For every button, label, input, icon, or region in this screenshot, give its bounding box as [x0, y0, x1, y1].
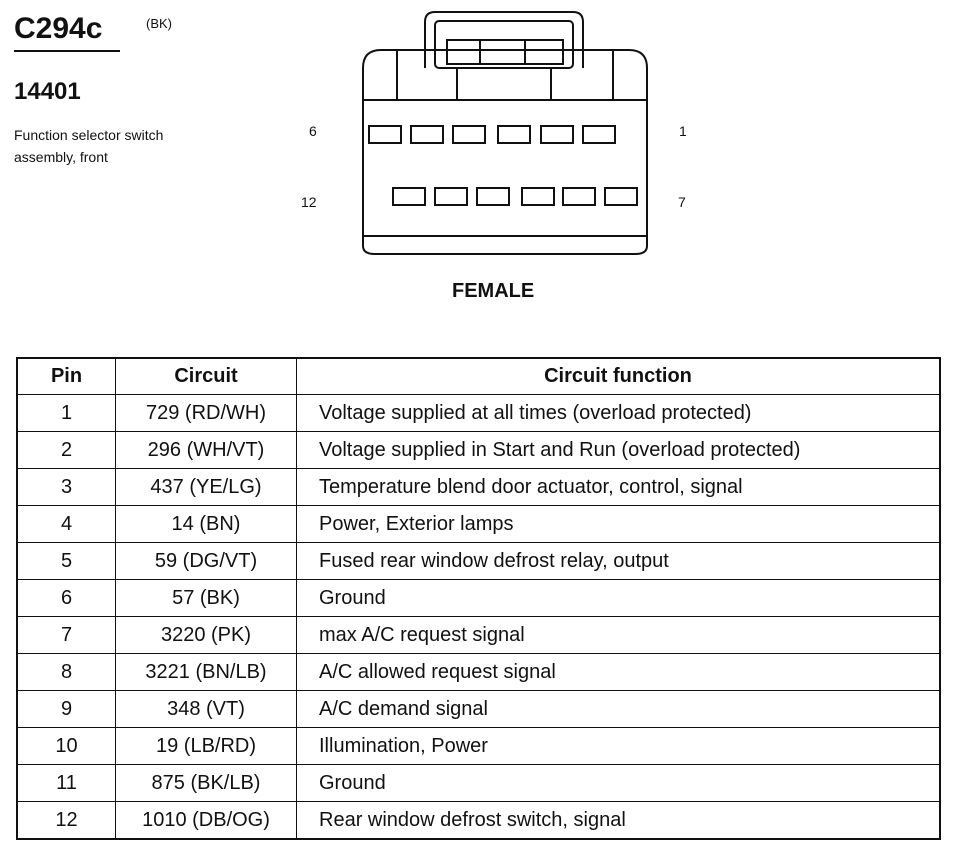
connector-body — [363, 50, 647, 254]
table-row — [17, 432, 940, 469]
connector-face-diagram — [355, 8, 655, 260]
part-description: Function selector switch assembly, front — [14, 127, 164, 165]
function-cell: A/C demand signal — [297, 691, 941, 728]
circuit-cell: 59 (DG/VT) — [116, 543, 297, 580]
pin-cell: 9 — [17, 691, 116, 728]
pin-cell: 7 — [17, 617, 116, 654]
connector-lock-slot — [447, 40, 563, 64]
pin-cell: 3 — [17, 469, 116, 506]
table-header-row — [17, 358, 940, 395]
table-row — [17, 654, 940, 691]
function-cell: Voltage supplied at all times (overload protected) — [297, 395, 941, 432]
pin-cavities-bottom-row — [393, 188, 637, 205]
circuit-cell: 348 (VT) — [116, 691, 297, 728]
pin-label-bottom-right: 7 — [678, 194, 686, 210]
table-row — [17, 580, 940, 617]
pin-cell: 8 — [17, 654, 116, 691]
column-header-function: Circuit function — [297, 358, 941, 395]
pin-cell: 11 — [17, 765, 116, 802]
pin-table — [16, 357, 941, 840]
circuit-cell: 437 (YE/LG) — [116, 469, 297, 506]
pin-cell: 10 — [17, 728, 116, 765]
pin-cell: 6 — [17, 580, 116, 617]
circuit-cell: 19 (LB/RD) — [116, 728, 297, 765]
function-cell: Ground — [297, 765, 941, 802]
function-cell: Voltage supplied in Start and Run (overload protected) — [297, 432, 941, 469]
function-cell: A/C allowed request signal — [297, 654, 941, 691]
table-row — [17, 802, 940, 840]
pin-cell: 4 — [17, 506, 116, 543]
table-row — [17, 691, 940, 728]
connector-id: C294c — [14, 12, 103, 45]
circuit-cell: 875 (BK/LB) — [116, 765, 297, 802]
circuit-cell: 57 (BK) — [116, 580, 297, 617]
pin-cell: 1 — [17, 395, 116, 432]
circuit-cell: 3221 (BN/LB) — [116, 654, 297, 691]
function-cell: max A/C request signal — [297, 617, 941, 654]
pin-cell: 2 — [17, 432, 116, 469]
table-row — [17, 543, 940, 580]
function-cell: Power, Exterior lamps — [297, 506, 941, 543]
function-cell: Illumination, Power — [297, 728, 941, 765]
circuit-cell: 1010 (DB/OG) — [116, 802, 297, 840]
function-cell: Fused rear window defrost relay, output — [297, 543, 941, 580]
connector-color: (BK) — [146, 16, 172, 31]
column-header-pin: Pin — [17, 358, 116, 395]
circuit-cell: 296 (WH/VT) — [116, 432, 297, 469]
column-header-circuit: Circuit — [116, 358, 297, 395]
part-number: 14401 — [14, 78, 81, 105]
table-row — [17, 617, 940, 654]
pin-cell: 5 — [17, 543, 116, 580]
circuit-cell: 14 (BN) — [116, 506, 297, 543]
function-cell: Rear window defrost switch, signal — [297, 802, 941, 840]
circuit-cell: 3220 (PK) — [116, 617, 297, 654]
pin-cell: 12 — [17, 802, 116, 840]
function-cell: Temperature blend door actuator, control, signal — [297, 469, 941, 506]
connector-gender-label: FEMALE — [452, 280, 535, 302]
table-row — [17, 765, 940, 802]
circuit-cell: 729 (RD/WH) — [116, 395, 297, 432]
connector-lock-outline — [435, 21, 573, 68]
pin-label-top-left: 6 — [309, 123, 317, 139]
pin-cavities-top-row — [369, 126, 615, 143]
table-row — [17, 506, 940, 543]
pin-label-top-right: 1 — [679, 123, 687, 139]
table-row — [17, 395, 940, 432]
title-underline — [14, 50, 120, 52]
pin-label-bottom-left: 12 — [301, 194, 317, 210]
table-row — [17, 728, 940, 765]
function-cell: Ground — [297, 580, 941, 617]
table-row — [17, 469, 940, 506]
